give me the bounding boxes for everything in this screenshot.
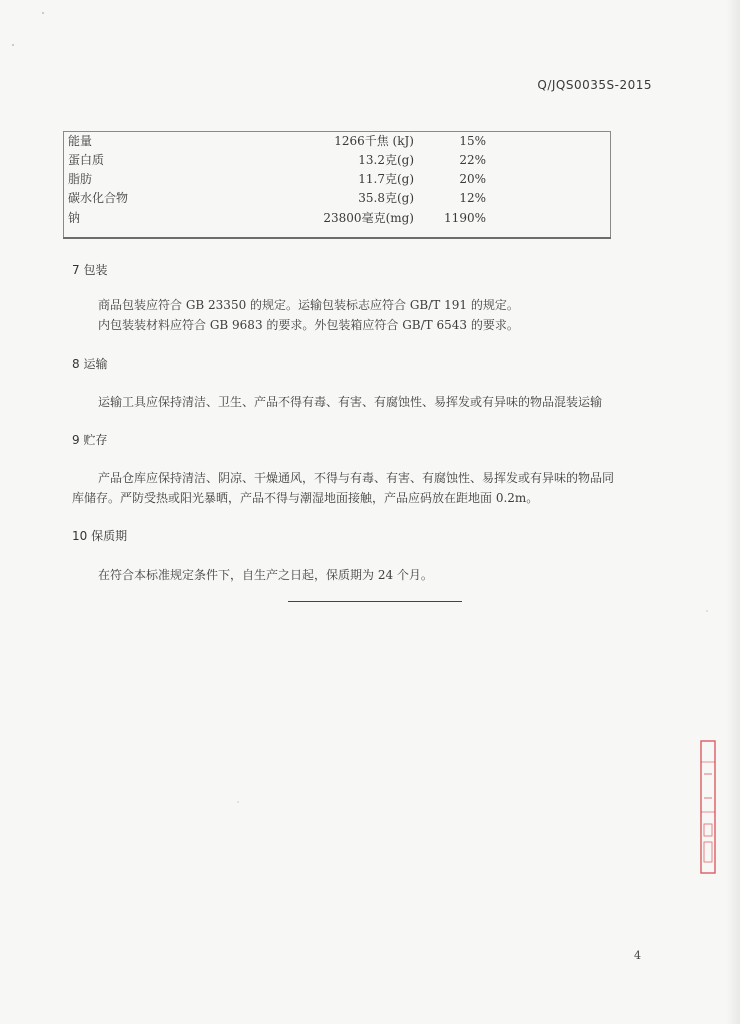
section-body-transport (72, 392, 662, 412)
scan-speck (237, 801, 239, 803)
paragraph-line: 商品包装应符合 GB 23350 的规定。运输包装标志应符合 GB/T 191 的规定。 (98, 298, 519, 312)
scan-edge-shadow (726, 0, 740, 1024)
nutrient-value: 23800毫克(mg) (323, 211, 414, 225)
nutrient-name: 碳水化合物 (68, 191, 129, 205)
nutrient-value: 1266千焦 (kJ) (334, 134, 414, 148)
table-row (64, 189, 610, 208)
nutrient-nrv: 22% (459, 153, 486, 167)
nutrient-nrv: 20% (459, 172, 486, 186)
scan-speck (12, 44, 14, 46)
table-row (64, 170, 610, 189)
section-heading-shelf-life: 10 保质期 (72, 529, 128, 543)
nutrient-nrv: 12% (459, 191, 486, 205)
red-seal-stamp-icon (700, 740, 716, 874)
nutrient-name: 蛋白质 (68, 153, 105, 167)
paragraph-line: 内包装装材料应符合 GB 9683 的要求。外包装箱应符合 GB/T 6543 的要求。 (98, 318, 519, 332)
nutrient-name: 钠 (68, 211, 81, 225)
paragraph-line: 在符合本标准规定条件下，自生产之日起，保质期为 24 个月。 (98, 568, 433, 582)
paragraph-line: 产品仓库应保持清洁、阴凉、干燥通风，不得与有毒、有害、有腐蚀性、易挥发或有异味的物品同 (98, 471, 615, 485)
section-body-shelf-life (72, 565, 662, 585)
nutrition-table (63, 131, 611, 239)
nutrient-name: 脂肪 (68, 172, 93, 186)
nutrient-name: 能量 (68, 134, 93, 148)
section-heading-transport: 8 运输 (72, 357, 108, 371)
paragraph-line: 运输工具应保持清洁、卫生、产品不得有毒、有害、有腐蚀性、易挥发或有异味的物品混装运输 (98, 395, 603, 409)
paragraph-line: 库储存。严防受热或阳光暴晒，产品不得与潮湿地面接触，产品应码放在距地面 0.2m。 (72, 491, 539, 505)
page-number: 4 (634, 949, 641, 962)
nutrient-value: 13.2克(g) (358, 153, 414, 167)
section-body-packaging (72, 295, 662, 335)
nutrient-nrv: 15% (459, 134, 486, 148)
table-row (64, 209, 610, 228)
table-row (64, 132, 610, 151)
nutrient-value: 35.8克(g) (358, 191, 414, 205)
table-bottom-rule (63, 237, 611, 239)
nutrient-value: 11.7克(g) (358, 172, 414, 186)
section-heading-storage: 9 贮存 (72, 433, 108, 447)
end-of-document-rule (288, 601, 462, 602)
section-heading-packaging: 7 包装 (72, 263, 108, 277)
table-row (64, 151, 610, 170)
scan-speck (42, 12, 44, 14)
nutrient-nrv: 1190% (444, 211, 486, 225)
section-body-storage (72, 468, 662, 508)
document-code: Q/JQS0035S-2015 (537, 78, 652, 92)
scan-speck (706, 610, 708, 612)
